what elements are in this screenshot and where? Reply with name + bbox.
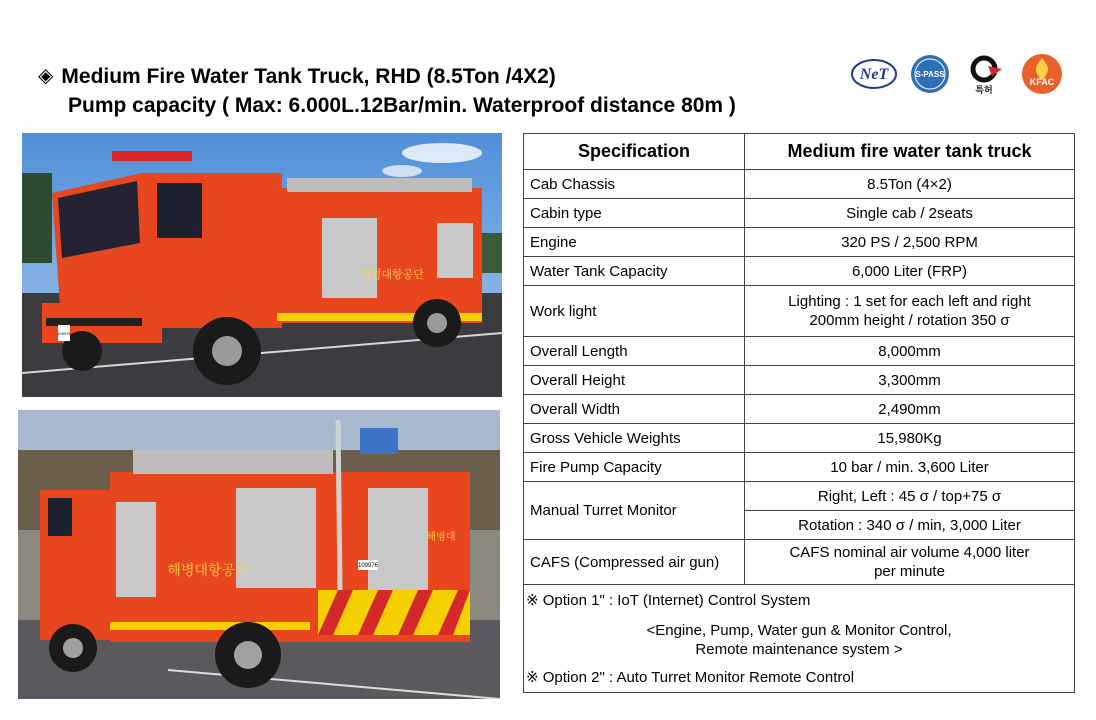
table-header-row <box>524 134 1075 170</box>
row-value <box>745 540 1075 585</box>
row-value-line-2: 200mm height / rotation 350 σ <box>809 312 1010 329</box>
row-label: Gross Vehicle Weights <box>524 424 745 453</box>
s-pass-logo-text: S-PASS <box>915 70 945 79</box>
page-title <box>38 62 736 120</box>
table-row <box>524 228 1075 257</box>
kfac-logo-text: KFAC <box>1029 77 1055 87</box>
certification-logos <box>850 52 1066 96</box>
row-value: 10 bar / min. 3,600 Liter <box>745 453 1075 482</box>
table-row <box>524 453 1075 482</box>
truck-front-door-text: 해병대항공단 <box>360 268 424 281</box>
row-value: 8.5Ton (4×2) <box>745 170 1075 199</box>
row-value: 3,300mm <box>745 366 1075 395</box>
row-value: Single cab / 2seats <box>745 199 1075 228</box>
row-value-line-2: Rotation : 340 σ / min, 3,000 Liter <box>745 511 1075 540</box>
row-label: Fire Pump Capacity <box>524 453 745 482</box>
table-row <box>524 424 1075 453</box>
patent-logo-icon <box>962 52 1010 96</box>
specification-table <box>523 133 1075 693</box>
row-label: Cabin type <box>524 199 745 228</box>
patent-logo-text: 특허 <box>975 86 993 96</box>
options-cell <box>524 585 1075 693</box>
row-value <box>745 286 1075 337</box>
row-label: CAFS (Compressed air gun) <box>524 540 745 585</box>
row-label: Overall Height <box>524 366 745 395</box>
truck-rear-door-text: 해병대항공단 <box>167 563 249 579</box>
truck-front-photo <box>22 133 502 397</box>
net-certification-logo-icon <box>850 52 898 96</box>
table-row <box>524 337 1075 366</box>
row-label: Overall Width <box>524 395 745 424</box>
net-logo-text: NeT <box>859 66 889 83</box>
truck-front-plate: 109976 <box>57 331 71 336</box>
kfac-logo-icon <box>1018 52 1066 96</box>
row-value-line-2: per minute <box>874 563 945 580</box>
option-1-detail <box>524 615 1074 662</box>
table-row <box>524 199 1075 228</box>
diamond-bullet-icon: ◈ <box>38 65 54 87</box>
option-1-detail-line-1: <Engine, Pump, Water gun & Monitor Control, <box>646 622 952 639</box>
truck-rear-photo <box>18 410 500 699</box>
row-value-line-1: CAFS nominal air volume 4,000 liter <box>789 544 1030 561</box>
truck-rear-side-text: 해병대 <box>426 532 456 543</box>
row-value-line-1: Right, Left : 45 σ / top+75 σ <box>745 482 1075 511</box>
truck-rear-plate: 109976 <box>357 563 379 569</box>
table-row <box>524 286 1075 337</box>
row-label: Water Tank Capacity <box>524 257 745 286</box>
row-label: Manual Turret Monitor <box>524 482 745 540</box>
table-row <box>524 257 1075 286</box>
header-specification: Specification <box>524 134 745 170</box>
title-line-2: Pump capacity ( Max: 6.000L.12Bar/min. Waterproof distance 80m ) <box>68 94 736 117</box>
row-value: 2,490mm <box>745 395 1075 424</box>
row-value: 15,980Kg <box>745 424 1075 453</box>
row-value-line-1: Lighting : 1 set for each left and right <box>788 293 1031 310</box>
row-value: 8,000mm <box>745 337 1075 366</box>
row-label: Cab Chassis <box>524 170 745 199</box>
table-row <box>524 482 1075 511</box>
row-label: Work light <box>524 286 745 337</box>
table-row <box>524 395 1075 424</box>
option-1: ※ Option 1" : IoT (Internet) Control System <box>526 592 811 609</box>
title-line-1: Medium Fire Water Tank Truck, RHD (8.5Ton /4X2) <box>61 65 556 88</box>
table-row <box>524 366 1075 395</box>
options-row <box>524 585 1075 693</box>
row-value: 6,000 Liter (FRP) <box>745 257 1075 286</box>
option-1-detail-line-2: Remote maintenance system > <box>695 641 903 658</box>
header-value: Medium fire water tank truck <box>745 134 1075 170</box>
option-2: ※ Option 2" : Auto Turret Monitor Remote Control <box>526 669 855 686</box>
table-row <box>524 540 1075 585</box>
row-label: Overall Length <box>524 337 745 366</box>
s-pass-logo-icon <box>906 52 954 96</box>
row-value: 320 PS / 2,500 RPM <box>745 228 1075 257</box>
table-row <box>524 170 1075 199</box>
row-label: Engine <box>524 228 745 257</box>
